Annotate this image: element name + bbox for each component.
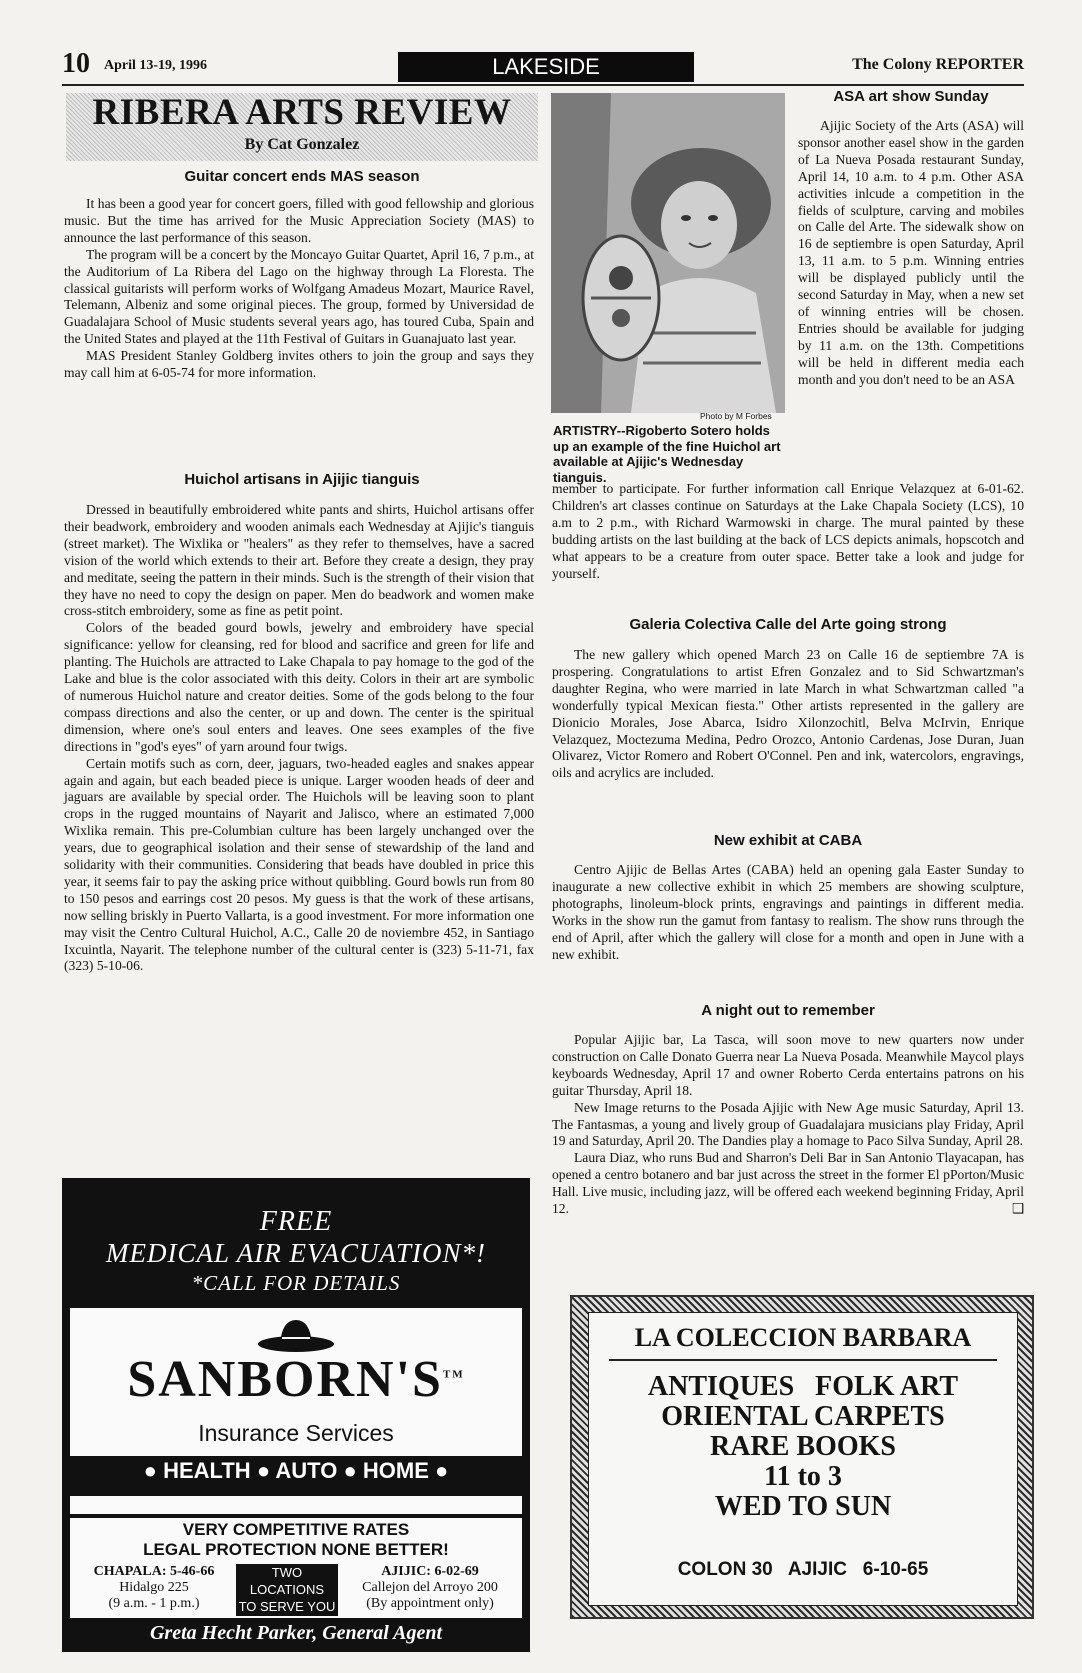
headline-caba: New exhibit at CABA [713,832,863,849]
bullet-icon: ● [343,1458,357,1483]
locations-l3: TO SERVE YOU [238,1599,336,1614]
paragraph: The new gallery which opened March 23 on Calle 16 de septiembre 7A is prospering. Congratulations to artist Efren Gonzalez and to Sid Schwartzman's daughter Regina, who were married in late March in what Schwartzman called "a wonderfully typical Mexican fiesta." Other artists represented in the gallery are Dionicio Morales, Jose Abarca, Isidro Xilonzochitl, Belva McIrvin, Enrique Velazquez, Moctezuma Medina, Pedro Orozco, Antonio Cardenas, Jose Duran, Juan Olivarez, Victor Romero and Robert O'Connel. Pen and ink, watercolors, engravings, oils and acrylics are included. [552,647,1024,781]
trademark: TM [442,1368,465,1381]
article-asa-part1 [798,118,1024,389]
ad-line-days: WED TO SUN [714,1491,892,1522]
coleccion-ad-panel [588,1312,1018,1606]
locations-l1: TWO [271,1565,303,1580]
photo-credit: Photo by M Forbes [700,411,772,421]
byline: By Cat Gonzalez [244,136,360,153]
ad-line-carpets: ORIENTAL CARPETS [661,1401,945,1432]
coleccion-title: LA COLECCION BARBARA [634,1323,972,1352]
article-galeria [552,647,1024,782]
chapala-office [74,1564,234,1612]
chapala-address: Hidalgo 225 [119,1580,189,1595]
paragraph-text: Laura Diaz, who runs Bud and Sharron's Deli Bar in San Antonio Tlayacapan, has opened a centro botanero and bar just across the street in the former El pPorton/Music Hall. Live music, including jazz, will be offered each weekend beginning Friday, April 12. [552,1150,1024,1217]
brand-name: SANBORN'S [127,1351,443,1408]
insurance-services: Insurance Services [198,1420,394,1446]
ad-evacuation-line: MEDICAL AIR EVACUATION*! [106,1238,486,1268]
sanborns-ad [62,1178,530,1652]
ad-info-panel [70,1518,522,1618]
bullet-icon: ● [256,1458,271,1483]
locations-l2: LOCATIONS [249,1582,325,1597]
section-label: LAKESIDE [398,52,694,82]
header-rule [62,84,1024,86]
sanborns-logo [70,1350,522,1409]
end-mark-icon: ❑ [1011,1201,1024,1218]
title-rule [609,1359,997,1361]
ajijic-phone: AJIJIC: 6-02-69 [381,1564,479,1579]
ad-line-books: RARE BOOKS [710,1431,896,1462]
ad-call-line: *CALL FOR DETAILS [191,1271,401,1295]
ad-line-hours: 11 to 3 [764,1461,842,1492]
paragraph: Centro Ajijic de Bellas Artes (CABA) held an opening gala Easter Sunday to inaugurate a new collective exhibit in which 25 members are showing sculpture, photographs, linoleum-block prints, engravings and paintings in different media. Works in the show run the gamut from fantasy to realism. The show runs through the end of April, after which the gallery will close for a month and open in June with a new exhibit. [552,862,1024,962]
paragraph: Dressed in beautifully embroidered white pants and shirts, Huichol artisans offer their beadwork, embroidery and wooden animals each Wednesday at Ajijic's tianguis (street market). The Wixlika or "healers" as they refer to themselves, have a sacred vision of the world which extends to their art. Before they create a design, they pray and meditate, seeing the pattern in their minds. Such is the strength of their vision that they have no need to copy the design on paper. Men do beadwork and women make cross-stitch embroidery, some as fine as petit point. [64,502,534,619]
headline-galeria: Galeria Colectiva Calle del Arte going strong [629,616,947,633]
legal-line: LEGAL PROTECTION NONE BETTER! [143,1540,449,1559]
issue-date: April 13-19, 1996 [104,58,208,73]
paragraph: member to participate. For further information call Enrique Velazquez at 6-01-62. Children's art classes continue on Saturdays at the Lake Chapala Society (LCS), 10 a.m to 2 p.m., with Richard Warmowski in charge. The mural painted by these budding artists on the last building at the back of LCS depicts animals, hopscotch and what appears to be a creature from outer space. Better take a look and judge for yourself. [552,481,1024,581]
coverage-health: HEALTH [163,1458,251,1483]
headline-huichol: Huichol artisans in Ajijic tianguis [184,471,420,488]
chapala-phone: CHAPALA: 5-46-66 [93,1564,215,1579]
page-number: 10 [62,48,90,79]
photo-caption: ARTISTRY--Rigoberto Sotero holds up an example of the fine Huichol art available at Ajijic's Wednesday tianguis. [553,423,781,485]
headline-asa: ASA art show Sunday [833,88,989,105]
agent-line: Greta Hecht Parker, General Agent [149,1622,443,1644]
ajijic-address: Callejon del Arroyo 200 [362,1580,498,1595]
article-caba [552,862,1024,963]
bullet-icon: ● [435,1458,449,1483]
paragraph: The program will be a concert by the Moncayo Guitar Quartet, April 16, 7 p.m., at the Auditorium of La Ribera del Lago on the highway through La Floresta. The classical guitarists will perform works of Wolfgang Amadeus Mozart, Maurice Ravel, Telemann, Albeniz and some original pieces. The group, formed by Universidad de Guadalajara School of Music students several years ago, has toured Cuba, Spain and the United States and played at the 11th Festival of Guitars in Guanajuato last year. [64,246,534,347]
article-huichol [64,502,534,975]
article-guitar [64,196,534,382]
ajijic-hours: (By appointment only) [366,1596,494,1611]
bullet-icon: ● [143,1458,157,1483]
coverage-auto: AUTO [275,1458,338,1483]
artist-photo [551,93,785,413]
headline-guitar: Guitar concert ends MAS season [184,168,420,185]
publication-name: The Colony REPORTER [852,56,1024,73]
ad-logo-panel [70,1308,522,1514]
paragraph: Popular Ajijic bar, La Tasca, will soon move to new quarters now under construction on Calle Donato Guerra near La Nueva Posada. Meanwhile Maycol plays keyboards Wednesday, April 17 and owner Roberto Cerda entertains patrons on his guitar Thursday, April 18. [552,1032,1024,1098]
ad-free-line: FREE [259,1206,333,1237]
paragraph: Ajijic Society of the Arts (ASA) will sponsor another easel show in the garden of La Nueva Posada restaurant Sunday, April 14, 10 a.m. to 4 p.m. Other ASA activities inlcude a competition in the fields of sculpture, carving and mobiles on Calle del Arte. The sidewalk show on 16 de septiembre is open Saturday, April 13, 11 a.m. to 5 p.m. Winning entries will be displayed publicly until the second Saturday in May, when a new set of winning entries will be chosen. Entries should be available for judging by 11 a.m. on the 13th. Competitions will be held in different media each month and you don't need to be an ASA [798,118,1024,387]
paragraph [552,1150,1024,1218]
paragraph: It has been a good year for concert goers, filled with good fellowship and glorious music. But the time has arrived for the Music Appreciation Society (MAS) to announce the last performance of this season. [64,196,534,245]
ajijic-office [340,1564,520,1612]
coverage-home: HOME [362,1458,429,1483]
paragraph: Certain motifs such as corn, deer, jaguars, two-headed eagles and snakes appear again and again, but each beaded piece is unique. Larger wooden heads of deer and jaguars are available by special order. The Huichols will be leaving soon to plant crops in the rugged mountains of Nayarit and Jalisco, where an estimated 7,000 Wixlika remain. This pre-Columbian culture has been largely unchanged over the years, due to geographical isolation and their sense of stewardship of the land and solidarity with their communities. Considering that beads have doubled in price this year, it seems fair to pay the asking price without quibbling. Gourd bowls run from 80 to 150 pesos and earrings cost 20 pesos. My guess is that the work of these artisans, now selling briskly in Puerto Vallarta, is a good investment. For more information one may visit the Centro Cultural Huichol, A.C., Calle 20 de noviembre 452, in Santiago Ixcuintla, Nayarit. The telephone number of the cultural center is (323) 5-11-71, fax (323) 5-10-06. [64,755,534,974]
coverage-list [70,1458,522,1484]
paragraph: New Image returns to the Posada Ajijic with New Age music Saturday, April 13. The Fantasmas, a young and lively group of Guadalajara musicians play Friday, April 19 and Saturday, April 20. The Dandies play a homage to Paco Silva Sunday, April 28. [552,1099,1024,1149]
paragraph: Colors of the beaded gourd bowls, jewelry and embroidery have special significance: yellow for cleansing, red for blood and sacrifice and green for life and planting. The Huichols are attracted to Lake Chapala to pay homage to the god of the Lake and blue is the color associated with this deity. Colors in their art are symbolic of numerous Huichol nature and creator deities. Some of the gods belong to the four compass directions and also the center, or up and down. The center is the spiritual dimension, where one's soul enters and leaves. One sees examples of the five directions in "god's eyes" of yarn around four twigs. [64,620,534,754]
photo-image [551,93,785,413]
locations-box [236,1564,338,1616]
ad-footer: COLON 30 AJIJIC 6-10-65 [677,1559,929,1580]
article-night [552,1032,1024,1218]
article-asa-part2 [552,481,1024,582]
column-title: RIBERA ARTS REVIEW [92,92,512,133]
chapala-hours: (9 a.m. - 1 p.m.) [108,1596,200,1611]
headline-night: A night out to remember [701,1002,875,1019]
sombrero-icon [256,1316,336,1354]
ad-line-antiques: ANTIQUES FOLK ART [647,1371,959,1402]
rates-line: VERY COMPETITIVE RATES [182,1520,410,1539]
paragraph: MAS President Stanley Goldberg invites others to join the group and says they may call him at 6-05-74 for more information. [64,348,534,381]
